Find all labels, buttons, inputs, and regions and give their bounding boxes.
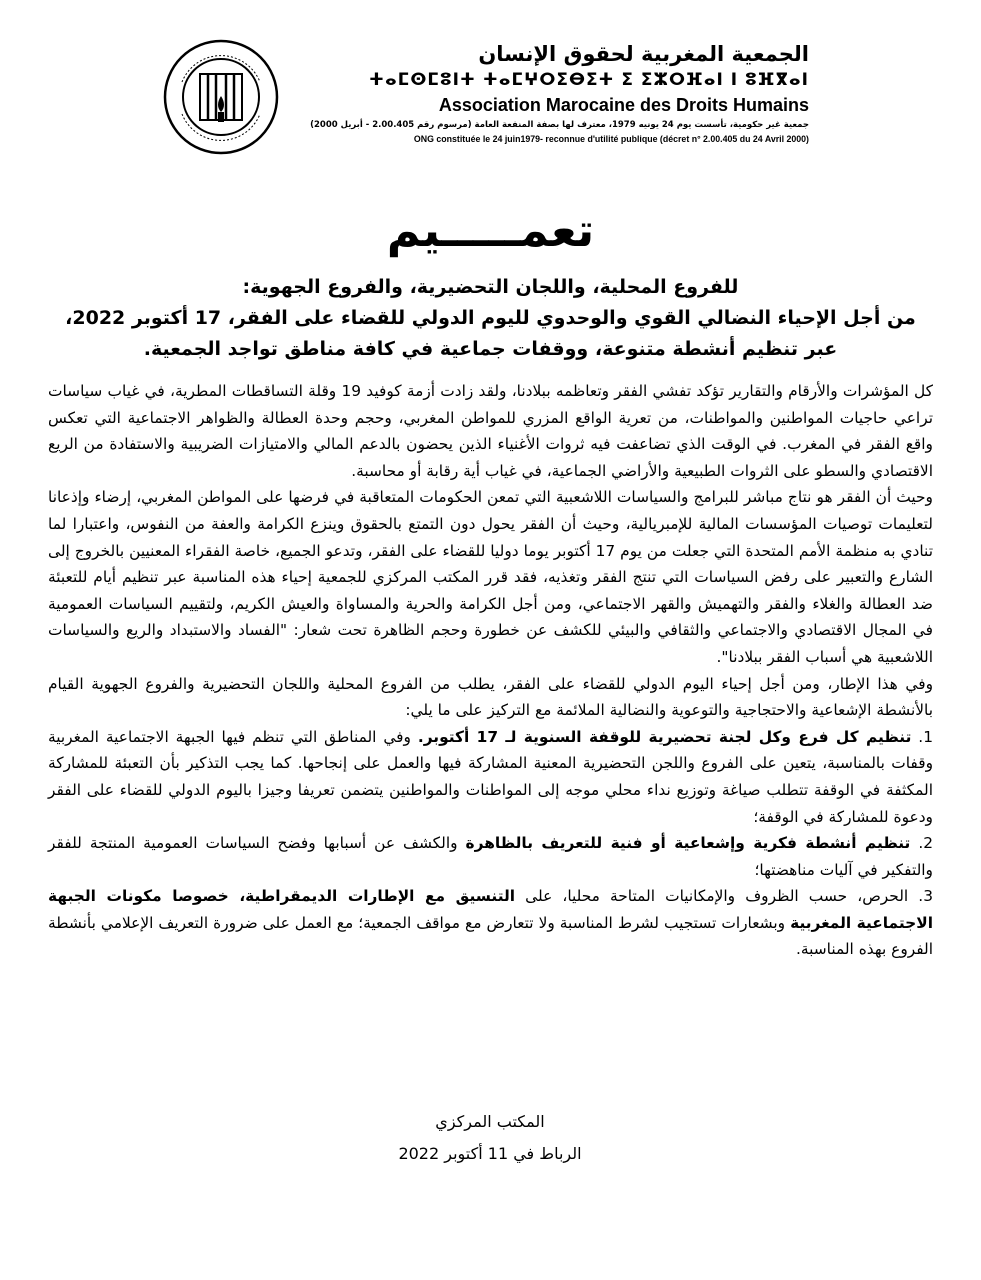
- legal-status-french: ONG constituée le 24 juin1979- reconnue d'utilité publique (décret n° 2.00.405 du 24 Avril 2000): [413, 134, 809, 144]
- org-name-arabic: الجمعية المغربية لحقوق الإنسان: [478, 42, 809, 66]
- document-title: تعمـــــيم: [386, 203, 595, 257]
- item-text: وبشعارات تستجيب لشرط المناسبة ولا تتعارض مع مواقف الجمعية؛ مع العمل على ضرورة التعريف الإعلامي بأنشطة الفروع بهذه المناسبة.: [48, 913, 933, 959]
- list-item-3: [48, 883, 933, 963]
- list-item-1: [48, 724, 933, 830]
- item-bold-text: التنسيق مع الإطارات الديمقراطية، خصوصا مكونات الجبهة الاجتماعية المغربية: [48, 887, 933, 932]
- paragraph-2: وحيث أن الفقر هو نتاج مباشر للبرامج والسياسات اللاشعبية التي تمعن الحكومات المتعاقبة في فرضها على المواطن المغربي، إرضاء وإذعانا لتعليمات توصيات المؤسسات المالية للإمبريالية، وحيث أن الفقر يحول دون التمتع بالحقوق وينزع الكرامة والعفة من النفوس، واعتبارا لما تنادي به منظمة الأمم المتحدة التي جعلت من يوم 17 أكتوبر يوما دوليا للقضاء على الفقر، وتدعو الجميع، خاصة الفقراء المعنيين بالخروج إلى الشارع والتعبير على رفض السياسات التي تنتج الفقر وتغذيه، فقد قرر المكتب المركزي للجمعية إحياء هذه المناسبة عبر تنظيم أيام للتعبئة ضد العطالة والغلاء والفقر والتهميش والقهر الاجتماعي، ومن أجل الكرامة والحرية والمساواة والعيش الكريم، ولتقييم السياسات العمومية في المجال الاقتصادي والاجتماعي والثقافي والبيئي للكشف عن خطورة وحجم الظاهرة تحت شعار: "الفساد والاستبداد والريع والسياسات اللاشعبية هي أسباب الفقر ببلادنا".: [48, 488, 933, 666]
- item-bold-text: تنظيم كل فرع وكل لجنة تحضيرية للوقفة السنوية لـ 17 أكتوبر.: [417, 727, 912, 746]
- document-body: [48, 378, 933, 963]
- item-number: 3.: [918, 887, 933, 906]
- signatory-office: المكتب المركزي: [435, 1112, 545, 1131]
- legal-status-arabic: جمعية غير حكومية، تأسست يوم 24 يونيه 1979، معترف لها بصفة المنفعة العامة (مرسوم رقم 2.00.405 - أبريل 2000): [310, 120, 809, 130]
- item-number: 1.: [918, 727, 933, 746]
- paragraph-3: وفي هذا الإطار، ومن أجل إحياء اليوم الدولي للقضاء على الفقر، يطلب من الفروع المحلية واللجان التحضيرية والفروع الجهوية القيام بالأنشطة الإشعاعية والاحتجاجية والتوعوية والنضالية الملائمة مع التركيز على ما يلي:: [48, 674, 933, 720]
- organization-logo: [160, 38, 282, 156]
- subtitle-line-3: عبر تنظيم أنشطة متنوعة، ووقفات جماعية في كافة مناطق تواجد الجمعية.: [143, 338, 838, 360]
- item-text: الحرص، حسب الظروف والإمكانيات المتاحة محليا، على: [515, 887, 919, 906]
- org-name-tifinagh: ⵜⴰⵎⵙⵎⵓⵏⵜ ⵜⴰⵎⵖⵔⵉⴱⵉⵜ ⵉ ⵉⵣⵔⴼⴰⵏ ⵏ ⵓⴼⴳⴰⵏ: [369, 70, 809, 90]
- subtitle-line-2: من أجل الإحياء النضالي القوي والوحدوي لليوم الدولي للقضاء على الفقر، 17 أكتوبر 2022،: [65, 307, 916, 329]
- item-text: وفي المناطق التي تنظم فيها الجبهة الاجتماعية المغربية وقفات بالمناسبة، يتعين على الفروع واللجن التحضيرية المعنية المشاركة فيها والعمل على إنجاحها. كما يجب التذكير بأن التعبئة للمشاركة المكثفة في الوقفة تتطلب صياغة وتوزيع نداء محلي موجه إلى المواطنات والمواطنين يتضمن تعريفا وجيزا باليوم الدولي للقضاء على الفقر ودعوة للمشاركة في الوقفة؛: [48, 727, 933, 826]
- place-and-date: الرباط في 11 أكتوبر 2022: [398, 1144, 582, 1163]
- letterhead: [289, 40, 809, 146]
- document-subtitle: [40, 272, 941, 365]
- item-text: والكشف عن أسبابها وفضح السياسات العمومية المنتجة للفقر والتفكير في آليات مناهضتها؛: [48, 834, 933, 879]
- org-name-french: Association Marocaine des Droits Humains: [438, 95, 809, 115]
- paragraph-1: كل المؤشرات والأرقام والتقارير تؤكد تفشي الفقر وتعاظمه ببلادنا، ولقد زادت أزمة كوفيد 19 وقلة التساقطات المطرية، في غياب سياسات تراعي حاجيات المواطنين والمواطنات، من تعرية الواقع المزري للمواطن المغربي، وحجم وحدة العطالة والظواهر الاجتماعية التي تعكس واقع الفقر في المغرب. في الوقت الذي تضاعفت فيه ثروات الأغنياء الذين يحضون بالدعم المالي والامتيازات الضريبية والاستفادة من الريع الاقتصادي والسطو على الثروات الطبيعية والأراضي الجماعية، في غياب أية رقابة أو محاسبة.: [48, 382, 933, 480]
- signature-block: [340, 1106, 640, 1170]
- subtitle-line-1: للفروع المحلية، واللجان التحضيرية، والفروع الجهوية:: [242, 276, 739, 298]
- item-bold-text: تنظيم أنشطة فكرية وإشعاعية أو فنية للتعريف بالظاهرة: [465, 834, 911, 853]
- item-number: 2.: [918, 834, 934, 853]
- list-item-2: [48, 830, 933, 883]
